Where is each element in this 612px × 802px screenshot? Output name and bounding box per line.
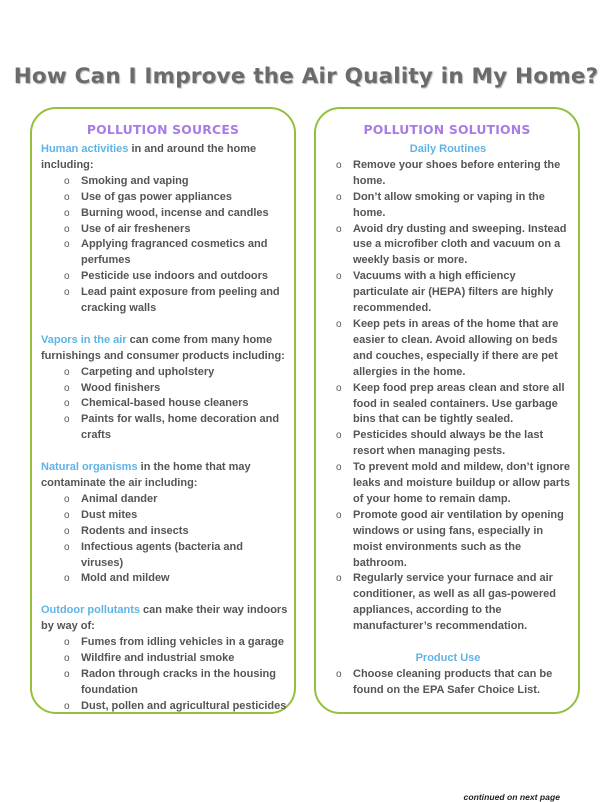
vapors-section [41,333,288,444]
list-item-text: Use of air fresheners [81,222,191,235]
outdoor-pollutants-section [41,603,288,714]
list-item [324,269,572,317]
list-item [324,222,572,270]
list-item [41,412,288,444]
vapors-list [41,365,288,445]
list-item [324,190,572,222]
list-item [41,492,288,508]
daily-routines-list [324,158,572,635]
bullet-icon: o [64,239,70,251]
human-activities-list [41,174,288,317]
bullet-icon: o [336,318,342,330]
list-item [41,524,288,540]
daily-routines-subheading: Daily Routines [409,143,487,155]
page-title: How Can I Improve the Air Quality in My Home? [13,64,599,89]
bullet-icon: o [64,207,70,219]
list-item [41,269,288,285]
list-item-text: Smoking and vaping [81,174,189,187]
outdoor-pollutants-list [41,635,288,715]
pollution-solutions-panel [314,107,580,802]
human-activities-section [41,142,288,317]
list-item [41,222,288,238]
list-item [41,285,288,317]
bullet-icon: o [336,462,342,474]
natural-organisms-list [41,492,288,587]
list-item-text: Vacuums with a high efficiency particulate air (HEPA) filters are highly recommended. [353,270,554,315]
bullet-icon: o [336,191,342,203]
section-intro [41,333,288,365]
bullet-icon: o [64,366,70,378]
bullet-icon: o [336,271,342,283]
pollution-solutions-content [324,142,572,699]
list-item-text: Carpeting and upholstery [81,365,215,378]
bullet-icon: o [64,191,70,203]
bullet-icon: o [64,398,70,410]
list-item-text: Remove your shoes before entering the home. [353,158,561,187]
pollution-sources-panel [30,107,296,714]
section-keyword: Human activities [41,143,129,155]
list-item-text: Radon through cracks in the housing foundation [81,667,276,696]
list-item-text: Dust, pollen and agricultural pesticides [81,699,287,712]
list-item [324,317,572,381]
section-keyword: Vapors in the air [41,333,127,346]
list-item-text: Mold and mildew [81,572,170,585]
list-item [324,667,572,699]
bullet-icon: o [64,223,70,235]
list-item [41,237,288,269]
section-intro-text: in the home that may contaminate the air including: [41,461,251,489]
bullet-icon: o [64,700,70,712]
list-item [41,699,288,715]
bullet-icon: o [336,573,342,585]
list-item-text: Use of gas power appliances [81,190,232,203]
list-item [324,381,572,429]
section-intro-text: can come from many home furnishings and consumer products including: [41,333,285,362]
pollution-sources-content [41,142,288,730]
list-item-text: Keep food prep areas clean and store all food in sealed containers. Use garbage bins that can be tightly sealed. [353,381,565,426]
bullet-icon: o [64,493,70,505]
list-item-text: Pesticide use indoors and outdoors [81,270,269,283]
bullet-icon: o [64,637,70,649]
list-item [41,206,288,222]
bullet-icon: o [64,287,70,299]
list-item [41,651,288,667]
bullet-icon: o [336,430,342,442]
bullet-icon: o [336,159,342,171]
list-item [41,365,288,381]
list-item-text: Pesticides should always be the last resort when managing pests. [353,429,544,458]
list-item-text: Regularly service your furnace and air conditioner, as well as all gas-powered appliances, according to the manufacturer’s recommendation. [353,572,556,633]
list-item [324,428,572,460]
bullet-icon: o [64,509,70,521]
list-item-text: Lead paint exposure from peeling and cracking walls [81,286,280,315]
bullet-icon: o [64,271,70,283]
list-item-text: Choose cleaning products that can be found on the EPA Safer Choice List. [353,667,553,696]
list-item [324,460,572,508]
list-item-text: Burning wood, incense and candles [81,206,269,219]
list-item [41,174,288,190]
list-item [324,571,572,635]
list-item-text: Dust mites [81,508,138,521]
list-item-text: Avoid dry dusting and sweeping. Instead use a microfiber cloth and vacuum on a weekly basis or more. [353,222,567,267]
list-item-text: Keep pets in areas of the home that are easier to clean. Avoid allowing on beds and couches, especially if there are pet allergies in the home. [353,317,559,378]
continued-note: continued on next page [463,792,560,802]
list-item [41,190,288,206]
list-item [41,381,288,397]
list-item-text: Infectious agents (bacteria and viruses) [81,540,243,569]
pollution-sources-heading: POLLUTION SOURCES [86,122,240,137]
list-item-text: To prevent mold and mildew, don’t ignore leaks and moisture buildup or allow parts of your home to remain damp. [353,461,570,505]
list-item-text: Fumes from idling vehicles in a garage [81,636,284,649]
list-item-text: Paints for walls, home decoration and crafts [81,413,280,442]
list-item [324,158,572,190]
bullet-icon: o [64,414,70,426]
list-item-text: Animal dander [81,492,158,505]
list-item-text: Promote good air ventilation by opening windows or using fans, especially in moist environments such as the bathroom. [353,508,564,569]
list-item [324,508,572,572]
section-intro [41,460,288,492]
natural-organisms-section [41,460,288,587]
list-item-text: Applying fragranced cosmetics and perfumes [81,238,268,267]
list-item [41,396,288,412]
bullet-icon: o [336,509,342,521]
list-item [41,540,288,572]
product-use-subheading: Product Use [415,651,481,664]
list-item [41,571,288,587]
list-item [41,667,288,699]
list-item-text: Chemical-based house cleaners [81,397,249,410]
section-intro-text: can make their way indoors by way of: [41,604,288,633]
list-item-text: Don’t allow smoking or vaping in the home. [353,190,545,219]
section-intro [41,603,288,635]
bullet-icon: o [64,573,70,585]
bullet-icon: o [336,668,342,680]
list-item-text: Wood finishers [81,381,161,394]
list-item-text: Rodents and insects [81,524,189,537]
pollution-solutions-heading: POLLUTION SOLUTIONS [363,122,531,137]
section-keyword: Natural organisms [41,461,138,474]
bullet-icon: o [64,175,70,187]
section-keyword: Outdoor pollutants [41,604,140,617]
section-intro-text: in and around the home including: [41,143,257,171]
bullet-icon: o [64,382,70,394]
bullet-icon: o [64,541,70,553]
list-item [41,508,288,524]
bullet-icon: o [64,652,70,664]
bullet-icon: o [64,525,70,537]
list-item-text: Wildfire and industrial smoke [81,651,235,664]
list-item [41,635,288,651]
bullet-icon: o [336,382,342,394]
product-use-list [324,667,572,699]
section-intro [41,142,288,174]
bullet-icon: o [64,668,70,680]
bullet-icon: o [336,223,342,235]
